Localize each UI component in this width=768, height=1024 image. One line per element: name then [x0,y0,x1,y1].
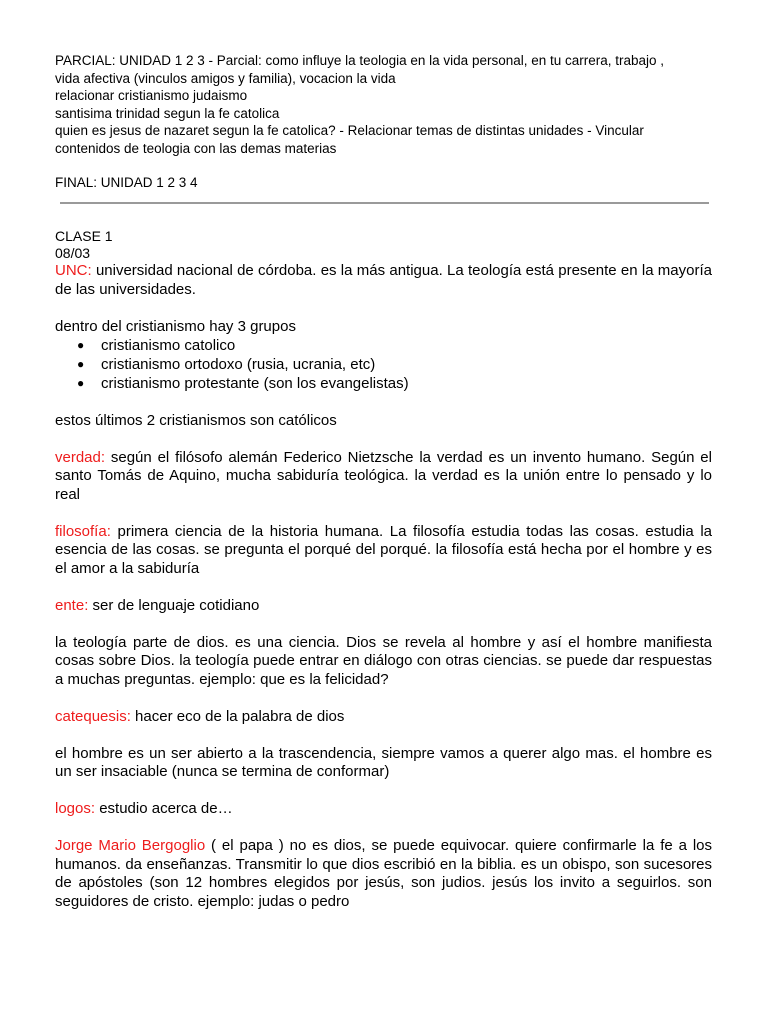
paragraph-bergoglio [55,837,712,911]
notes-body [55,228,712,911]
class-title: CLASE 1 [55,228,113,244]
paragraph-teologia: la teología parte de dios. es una ciencia. Dios se revela al hombre y así el hombre manifiesta cosas sobre Dios. la teología puede entrar en diálogo con otras ciencias. se puede dar respuestas a muchas preguntas. ejemplo: que es la felicidad? [55,633,712,688]
definition-bergoglio: ( el papa ) no es dios, se puede equivocar. quiere confirmarle la fe a los humanos. da enseñanzas. Transmitir lo que dios escribió en la biblia. es un obispo, son sucesores de apóstoles (son 12 hombres elegidos por jesús, son judios. jesús los invito a seguirlos. son seguidores de cristo. ejemplo: judas o pedro [55,837,712,910]
bullet-icon: ● [77,357,85,371]
header-line: contenidos de teologia con las demas materias [55,140,337,156]
term-verdad: verdad: [55,448,106,466]
paragraph-ente [55,597,712,616]
exam-header [55,52,715,192]
definition-unc: universidad nacional de córdoba. es la más antigua. La teología está presente en la mayoría de las universidades. [55,262,712,298]
paragraph-ultimos: estos últimos 2 cristianismos son católicos [55,411,337,429]
bullet-icon: ● [77,376,85,390]
list-item-text: cristianismo ortodoxo (rusia, ucrania, etc) [101,356,376,373]
term-logos: logos: [55,800,96,817]
bullet-icon: ● [77,338,85,352]
bullet-list [55,336,712,393]
paragraph-grupos-intro: dentro del cristianismo hay 3 grupos [55,317,296,335]
list-item [55,355,712,374]
header-line: PARCIAL: UNIDAD 1 2 3 - Parcial: como influye la teologia en la vida personal, en tu carrera, trabajo , [55,53,665,68]
list-item-text: cristianismo protestante (son los evangelistas) [101,375,409,392]
term-unc: UNC: [55,262,92,279]
paragraph-verdad [55,449,712,505]
paragraph-logos [55,800,712,819]
list-item [55,374,712,393]
list-item-text: cristianismo catolico [101,337,236,354]
header-line: santisima trinidad segun la fe catolica [55,105,280,121]
term-filosofia: filosofía: [55,522,111,540]
paragraph-hombre: el hombre es un ser abierto a la trascendencia, siempre vamos a querer algo mas. el hombre es un ser insaciable (nunca se termina de conformar) [55,744,712,780]
definition-logos: estudio acerca de… [95,800,233,817]
header-line: vida afectiva (vinculos amigos y familia), vocacion la vida [55,70,396,86]
definition-filosofia: primera ciencia de la historia humana. La filosofía estudia todas las cosas. estudia la esencia de las cosas. se pregunta el porqué del porqué. la filosofía está hecha por el hombre y es el amor a la sabiduría [55,522,712,577]
definition-catequesis: hacer eco de la palabra de dios [130,707,345,725]
class-date: 08/03 [55,245,91,261]
header-line: quien es jesus de nazaret segun la fe catolica? - Relacionar temas de distintas unidades - Vincular [55,123,644,138]
definition-verdad: según el filósofo alemán Federico Nietzsche la verdad es un invento humano. Según el santo Tomás de Aquino, mucha sabiduría teológica. la verdad es la unión entre lo pensado y lo real [55,448,712,503]
final-line: FINAL: UNIDAD 1 2 3 4 [55,175,198,190]
list-item [55,336,712,355]
paragraph-catequesis [55,708,712,727]
paragraph-filosofia [55,523,712,579]
horizontal-divider [60,202,709,204]
definition-ente: ser de lenguaje cotidiano [88,596,260,614]
term-catequesis: catequesis: [55,707,131,725]
header-line: relacionar cristianismo judaismo [55,88,248,103]
term-bergoglio: Jorge Mario Bergoglio [55,837,206,854]
term-ente: ente: [55,596,89,614]
paragraph-unc [55,262,712,299]
